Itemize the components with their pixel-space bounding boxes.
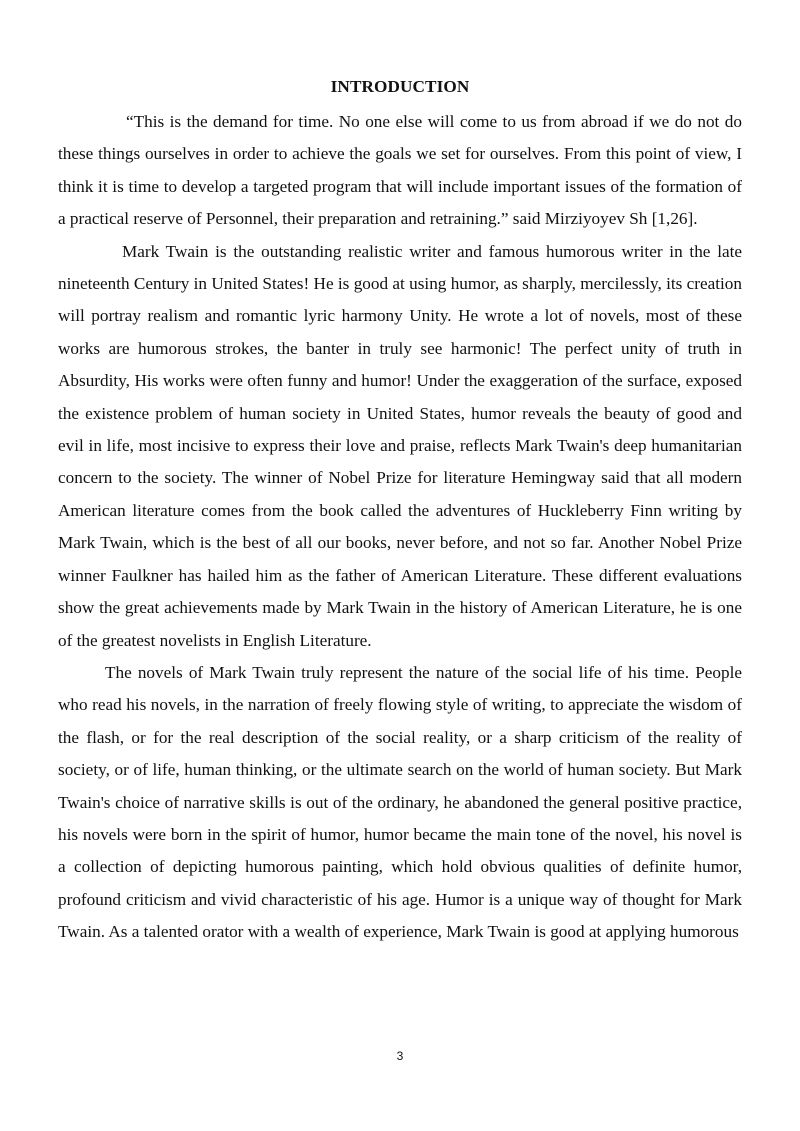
document-page	[58, 76, 742, 949]
paragraph-novels-social-life: The novels of Mark Twain truly represent the nature of the social life of his time. People who read his novels, in the narration of freely flowing style of writing, to appreciate the wisdom of the flash, or for the real description of the social reality, or a sharp criticism of the reality of society, or of life, human thinking, or the ultimate search on the world of human society. But Mark Twain's choice of narrative skills is out of the ordinary, he abandoned the general positive practice, his novels were born in the spirit of humor, humor became the main tone of the novel, his novel is a collection of depicting humorous painting, which hold obvious qualities of definite humor, profound criticism and vivid characteristic of his age. Humor is a unique way of thought for Mark Twain. As a talented orator with a wealth of experience, Mark Twain is good at applying humorous	[58, 662, 742, 942]
page-number: 3	[396, 1049, 404, 1063]
paragraph-mark-twain-overview: Mark Twain is the outstanding realistic writer and famous humorous writer in the late nineteenth Century in United States! He is good at using humor, as sharply, mercilessly, its creation will portray realism and romantic lyric harmony Unity. He wrote a lot of novels, most of these works are humorous strokes, the banter in truly see harmonic! The perfect unity of truth in Absurdity, His works were often funny and humor! Under the exaggeration of the surface, exposed the existence problem of human society in United States, humor reveals the beauty of good and evil in life, most incisive to express their love and praise, reflects Mark Twain's deep humanitarian concern to the society. The winner of Nobel Prize for literature Hemingway said that all modern American literature comes from the book called the adventures of Huckleberry Finn writing by Mark Twain, which is the best of all our books, never before, and not so far. Another Nobel Prize winner Faulkner has hailed him as the father of American Literature. These different evaluations show the great achievements made by Mark Twain in the history of American Literature, he is one of the greatest novelists in English Literature.	[58, 241, 742, 650]
paragraph-quote: “This is the demand for time. No one else will come to us from abroad if we do not do these things ourselves in order to achieve the goals we set for ourselves. From this point of view, I think it is time to develop a targeted program that will include important issues of the formation of a practical reserve of Personnel, their preparation and retraining.” said Mirziyoyev Sh [1,26].	[58, 112, 742, 229]
section-title: INTRODUCTION	[330, 77, 470, 96]
